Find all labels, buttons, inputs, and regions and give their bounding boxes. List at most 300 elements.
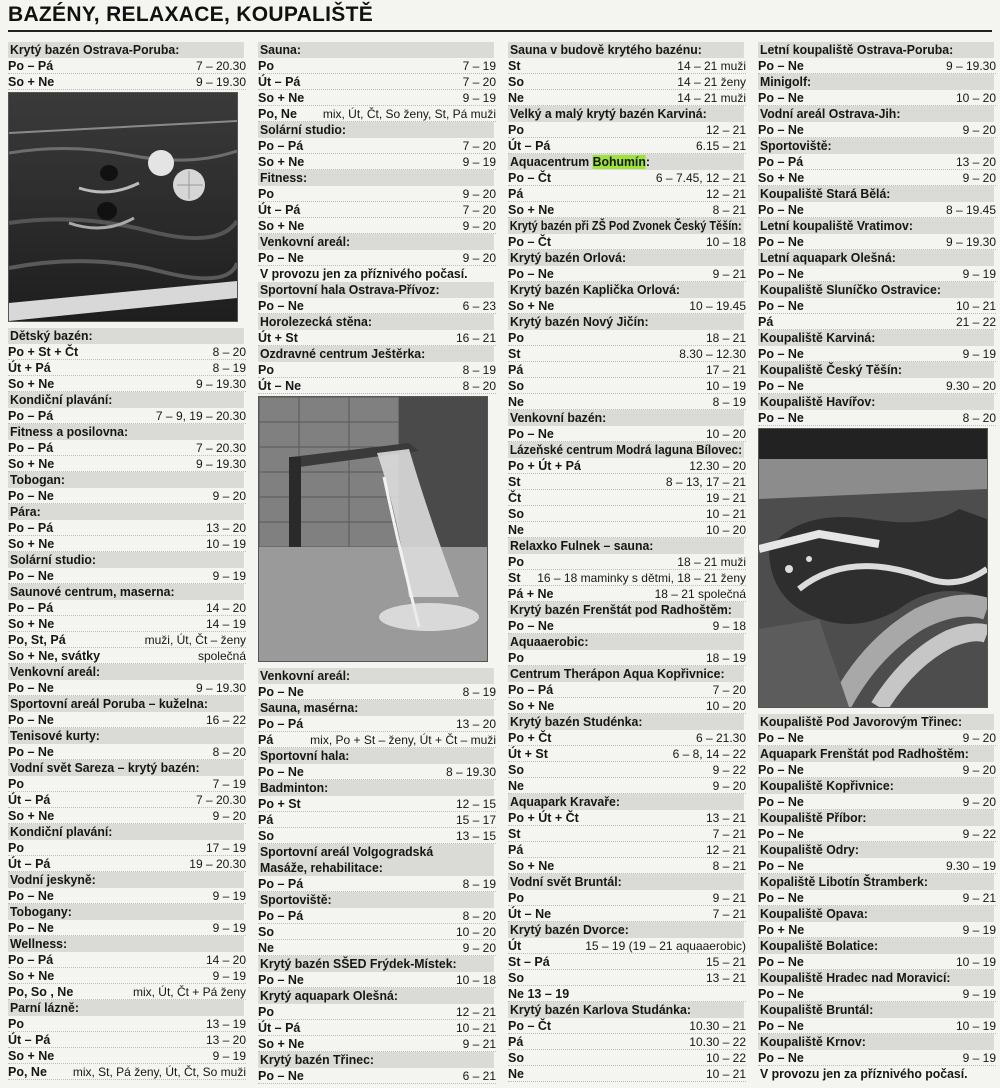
- schedule-days: Po – Ne: [758, 955, 804, 969]
- schedule-hours: 7 – 19: [212, 777, 246, 791]
- schedule-row: [8, 632, 246, 648]
- column-4: [758, 42, 996, 1088]
- venue-block: [508, 1002, 746, 1082]
- schedule-days: So + Ne: [508, 203, 555, 217]
- venue-name: Koupaliště Český Těšín:: [758, 362, 994, 378]
- venue-block: [758, 970, 996, 1002]
- schedule-row: [508, 378, 746, 394]
- schedule-hours: 13 – 15: [455, 829, 496, 843]
- schedule-row: [258, 1020, 496, 1036]
- schedule-days: Po + St: [258, 797, 301, 811]
- schedule-days: Ne 13 – 19: [508, 987, 570, 1001]
- schedule-days: Pá: [258, 733, 274, 747]
- schedule-hours: 13 – 20: [455, 717, 496, 731]
- venue-name: Centrum Therápon Aqua Kopřivnice:: [508, 666, 744, 682]
- schedule-row: [8, 600, 246, 616]
- schedule-row: [508, 858, 746, 874]
- schedule-row: [8, 776, 246, 792]
- schedule-hours: 14 – 20: [205, 953, 246, 967]
- schedule-row: [8, 856, 246, 872]
- venue-block: [258, 314, 496, 346]
- column-1: [8, 42, 246, 1088]
- schedule-days: Po: [8, 1017, 24, 1031]
- venue-name: Dětský bazén:: [8, 328, 244, 344]
- schedule-hours: 10.30 – 22: [689, 1035, 746, 1049]
- water-spout-photo: [258, 396, 488, 662]
- venue-name: Sportovní hala:: [258, 748, 494, 764]
- schedule-days: Po – Ne: [758, 267, 804, 281]
- schedule-row: [758, 346, 996, 362]
- schedule-row: [758, 90, 996, 106]
- venue-name: Letní aquapark Olešná:: [758, 250, 994, 266]
- schedule-days: Út – Pá: [508, 139, 551, 153]
- schedule-row: [508, 330, 746, 346]
- schedule-days: So + Ne: [258, 155, 305, 169]
- venue-block: [258, 170, 496, 234]
- schedule-row: [758, 1018, 996, 1034]
- schedule-hours: 9 – 21: [962, 891, 996, 905]
- schedule-hours: 9 – 19: [212, 969, 246, 983]
- schedule-days: Po – Pá: [258, 909, 304, 923]
- schedule-hours: 9 – 21: [462, 1037, 496, 1051]
- schedule-row: [508, 842, 746, 858]
- schedule-days: So + Ne: [508, 859, 555, 873]
- schedule-days: So + Ne: [8, 809, 55, 823]
- schedule-row: [508, 298, 746, 314]
- schedule-hours: 9 – 20: [962, 171, 996, 185]
- schedule-hours: 9 – 20: [212, 489, 246, 503]
- schedule-hours: 7 – 20.30: [195, 59, 246, 73]
- schedule-hours: 12 – 21: [455, 1005, 496, 1019]
- schedule-row: [258, 298, 496, 314]
- schedule-hours: 8 – 21: [712, 203, 746, 217]
- schedule-row: [508, 394, 746, 410]
- schedule-hours: 9.30 – 19: [945, 859, 996, 873]
- schedule-hours: 9 – 19: [962, 347, 996, 361]
- venue-block: [8, 760, 246, 824]
- schedule-days: Po – Ne: [758, 347, 804, 361]
- schedule-days: Po: [508, 891, 524, 905]
- schedule-days: Ne: [258, 941, 274, 955]
- schedule-hours: 8 – 19.30: [445, 765, 496, 779]
- page-header: [8, 2, 992, 32]
- venue-name: Badminton:: [258, 780, 494, 796]
- schedule-days: Po: [258, 59, 274, 73]
- venue-name: Krytý bazén Nový Jičín:: [508, 314, 744, 330]
- schedule-days: Ne: [508, 91, 524, 105]
- schedule-days: Po, Ne: [8, 1065, 47, 1079]
- schedule-row: [258, 154, 496, 170]
- venue-name: Koupaliště Hradec nad Moravicí:: [758, 970, 994, 986]
- schedule-hours: 13 – 19: [205, 1017, 246, 1031]
- schedule-hours: 18 – 19: [705, 651, 746, 665]
- schedule-hours: 10 – 20: [705, 427, 746, 441]
- schedule-days: Po – Ne: [758, 91, 804, 105]
- schedule-hours: 8.30 – 12.30: [679, 347, 746, 361]
- schedule-hours: 15 – 17: [455, 813, 496, 827]
- venue-block: [508, 42, 746, 106]
- schedule-row: [508, 746, 746, 762]
- schedule-days: Po: [8, 841, 24, 855]
- schedule-row: [508, 490, 746, 506]
- schedule-row: [508, 954, 746, 970]
- schedule-row: [508, 778, 746, 794]
- venue-block: [508, 922, 746, 1002]
- schedule-days: Ne: [508, 523, 524, 537]
- schedule-hours: 15 – 19 (19 – 21 aquaaerobic): [585, 939, 746, 953]
- schedule-row: [508, 458, 746, 474]
- schedule-days: Út – Pá: [8, 857, 51, 871]
- schedule-hours: 14 – 21 muži: [677, 91, 746, 105]
- venue-name: Krytý bazén Karlova Studánka:: [508, 1002, 744, 1018]
- venue-block: [258, 700, 496, 748]
- venue-name: Krytý bazén Třinec:: [258, 1052, 494, 1068]
- schedule-hours: 9 – 21: [712, 267, 746, 281]
- venue-name: Sauna v budově krytého bazénu:: [508, 42, 744, 58]
- schedule-row: [758, 794, 996, 810]
- schedule-row: [258, 876, 496, 892]
- schedule-days: Po: [258, 187, 274, 201]
- schedule-hours: 9 – 19.30: [195, 75, 246, 89]
- schedule-row: [508, 698, 746, 714]
- schedule-days: Po – Ne: [758, 891, 804, 905]
- schedule-hours: 14 – 19: [205, 617, 246, 631]
- schedule-row: [508, 346, 746, 362]
- venue-name: Saunové centrum, maserna:: [8, 584, 244, 600]
- schedule-row: [258, 218, 496, 234]
- schedule-hours: 9 – 19.30: [195, 377, 246, 391]
- schedule-days: So: [258, 829, 274, 843]
- schedule-days: So: [508, 763, 524, 777]
- schedule-days: Út – Pá: [8, 1033, 51, 1047]
- venue-block: [258, 234, 496, 282]
- schedule-hours: 6 – 8, 14 – 22: [672, 747, 746, 761]
- venue-block: [258, 1052, 496, 1084]
- schedule-row: [8, 74, 246, 90]
- venue-name: Sauna:: [258, 42, 494, 58]
- schedule-row: [758, 986, 996, 1002]
- schedule-row: [258, 74, 496, 90]
- schedule-row: [258, 732, 496, 748]
- schedule-hours: 9 – 19: [212, 569, 246, 583]
- schedule-hours: 7 – 19: [462, 59, 496, 73]
- schedule-days: Po – Pá: [258, 877, 304, 891]
- schedule-hours: 9 – 19: [212, 1049, 246, 1063]
- schedule-hours: 19 – 21: [705, 491, 746, 505]
- schedule-row: [8, 984, 246, 1000]
- schedule-hours: 10 – 20: [705, 523, 746, 537]
- schedule-hours: 12 – 15: [455, 797, 496, 811]
- schedule-hours: 16 – 22: [205, 713, 246, 727]
- marker-highlight: Bohumín: [592, 155, 646, 169]
- schedule-hours: 9 – 20: [462, 219, 496, 233]
- schedule-row: [258, 940, 496, 956]
- schedule-days: Po: [8, 777, 24, 791]
- schedule-hours: 10.30 – 21: [689, 1019, 746, 1033]
- schedule-row: [258, 684, 496, 700]
- schedule-days: Po + St + Čt: [8, 345, 79, 359]
- schedule-days: Út + St: [258, 331, 298, 345]
- schedule-row: [8, 648, 246, 664]
- schedule-row: [508, 682, 746, 698]
- venue-name: Koupaliště Havířov:: [758, 394, 994, 410]
- venue-block: [508, 634, 746, 666]
- venue-name: Pára:: [8, 504, 244, 520]
- schedule-days: Po – Ne: [758, 795, 804, 809]
- schedule-row: [8, 920, 246, 936]
- schedule-row: [508, 938, 746, 954]
- venue-block: [508, 314, 746, 410]
- schedule-days: Pá: [258, 813, 274, 827]
- schedule-row: [8, 376, 246, 392]
- venue-name: Sportovní areál Volgogradská: [258, 844, 494, 860]
- venue-block: [258, 780, 496, 844]
- schedule-days: So + Ne: [758, 171, 805, 185]
- schedule-row: [8, 952, 246, 968]
- schedule-days: Po – Ne: [758, 123, 804, 137]
- schedule-row: [258, 58, 496, 74]
- schedule-hours: 13 – 20: [205, 1033, 246, 1047]
- schedule-row: [508, 586, 746, 602]
- venue-name: Tobogany:: [8, 904, 244, 920]
- schedule-days: Po – Pá: [8, 953, 54, 967]
- schedule-days: Po – Pá: [8, 409, 54, 423]
- venue-name: Krytý bazén Frenštát pod Radhoštěm:: [508, 602, 744, 618]
- schedule-hours: 9 – 20: [962, 763, 996, 777]
- schedule-row: [258, 716, 496, 732]
- schedule-row: [258, 378, 496, 394]
- schedule-days: Út + St: [508, 747, 548, 761]
- schedule-row: [508, 1018, 746, 1034]
- schedule-hours: 7 – 21: [712, 907, 746, 921]
- venue-name: Koupaliště Pod Javorovým Třinec:: [758, 714, 994, 730]
- schedule-row: [758, 234, 996, 250]
- venue-block: [8, 392, 246, 424]
- schedule-days: Čt: [508, 491, 522, 505]
- schedule-hours: mix, Út, Čt + Pá ženy: [132, 985, 246, 999]
- schedule-row: [758, 298, 996, 314]
- schedule-days: Po – Pá: [258, 139, 304, 153]
- page-title: BAZÉNY, RELAXACE, KOUPALIŠTĚ: [8, 3, 374, 26]
- venue-block: [258, 956, 496, 988]
- venue-name: Vodní jeskyně:: [8, 872, 244, 888]
- venue-block: [508, 602, 746, 634]
- venue-block: [508, 666, 746, 714]
- venue-name: Ozdravné centrum Ještěrka:: [258, 346, 494, 362]
- venue-block: [758, 74, 996, 106]
- schedule-row: [258, 924, 496, 940]
- schedule-hours: 13 – 21: [705, 811, 746, 825]
- schedule-row: [508, 266, 746, 282]
- schedule-hours: 10 – 22: [705, 1051, 746, 1065]
- schedule-hours: 10 – 19: [705, 379, 746, 393]
- venue-name: Aquapark Frenštát pod Radhoštěm:: [758, 746, 994, 762]
- schedule-row: [8, 58, 246, 74]
- schedule-hours: 14 – 21 muži: [677, 59, 746, 73]
- schedule-row: [508, 730, 746, 746]
- weather-note: V provozu jen za příznivého počasí.: [260, 267, 468, 281]
- schedule-row: [758, 762, 996, 778]
- schedule-days: Út – Ne: [258, 379, 302, 393]
- venue-name: Koupaliště Krnov:: [758, 1034, 994, 1050]
- schedule-row: [758, 122, 996, 138]
- schedule-row: [508, 986, 746, 1002]
- schedule-days: Po – Čt: [508, 171, 552, 185]
- schedule-hours: 13 – 21: [705, 971, 746, 985]
- schedule-row: [758, 314, 996, 330]
- schedule-days: Po – Ne: [8, 569, 54, 583]
- schedule-row: [8, 616, 246, 632]
- schedule-hours: 9 – 19: [462, 91, 496, 105]
- schedule-row: [508, 138, 746, 154]
- schedule-row: [508, 234, 746, 250]
- schedule-days: Po – Ne: [8, 681, 54, 695]
- schedule-hours: 14 – 20: [205, 601, 246, 615]
- schedule-days: Pá + Ne: [508, 587, 554, 601]
- schedule-hours: 9 – 19.30: [945, 235, 996, 249]
- schedule-hours: 9 – 22: [962, 827, 996, 841]
- schedule-days: So + Ne: [508, 299, 555, 313]
- schedule-days: So + Ne: [8, 1049, 55, 1063]
- schedule-hours: 9 – 21: [712, 891, 746, 905]
- schedule-days: Po – Pá: [8, 521, 54, 535]
- schedule-days: Po – Ne: [758, 299, 804, 313]
- schedule-hours: 8 – 20: [212, 345, 246, 359]
- schedule-days: So: [508, 507, 524, 521]
- swimmers-in-pool-photo: [8, 92, 238, 322]
- venue-name: Letní koupaliště Vratimov:: [758, 218, 994, 234]
- schedule-hours: 10 – 21: [705, 507, 746, 521]
- venue-block: [8, 424, 246, 472]
- schedule-days: Po – Ne: [258, 299, 304, 313]
- venue-name: Krytý bazén při ZŠ Pod Zvonek Český Těšín:: [508, 218, 744, 234]
- schedule-days: Po: [508, 331, 524, 345]
- schedule-hours: 9 – 20: [462, 251, 496, 265]
- schedule-hours: 9 – 20: [962, 731, 996, 745]
- schedule-hours: 9 – 20: [712, 779, 746, 793]
- venue-block: [8, 696, 246, 728]
- schedule-days: So: [258, 925, 274, 939]
- schedule-hours: 8 – 19: [462, 685, 496, 699]
- schedule-row: [758, 858, 996, 874]
- schedule-hours: 7 – 9, 19 – 20.30: [155, 409, 246, 423]
- schedule-days: So + Ne: [258, 1037, 305, 1051]
- schedule-row: [758, 266, 996, 282]
- schedule-days: Po + Út + Čt: [508, 811, 579, 825]
- venue-block: [258, 122, 496, 170]
- venue-block: [758, 138, 996, 186]
- schedule-hours: 6 – 21: [462, 1069, 496, 1083]
- venue-name: Lázeňské centrum Modrá laguna Bílovec:: [509, 443, 743, 457]
- venue-block: [758, 906, 996, 938]
- venue-name: Krytý bazén Orlová:: [508, 250, 744, 266]
- schedule-row: [758, 730, 996, 746]
- schedule-row: [508, 810, 746, 826]
- schedule-hours: 9.30 – 20: [945, 379, 996, 393]
- schedule-days: St: [508, 347, 521, 361]
- schedule-hours: 6 – 7.45, 12 – 21: [655, 171, 746, 185]
- schedule-row: [8, 808, 246, 824]
- schedule-days: Po – Čt: [508, 235, 552, 249]
- schedule-row: [8, 680, 246, 696]
- schedule-hours: 10 – 20: [955, 91, 996, 105]
- venue-name: Venkovní areál:: [8, 664, 244, 680]
- schedule-days: Út – Pá: [8, 793, 51, 807]
- schedule-hours: 7 – 20.30: [195, 441, 246, 455]
- schedule-hours: 21 – 22: [955, 315, 996, 329]
- schedule-row: [8, 712, 246, 728]
- venue-block: [258, 42, 496, 122]
- schedule-row: [758, 202, 996, 218]
- venue-block: [758, 282, 996, 330]
- venue-name: Venkovní areál:: [258, 668, 494, 684]
- schedule-row: [8, 744, 246, 760]
- schedule-hours: 16 – 21: [455, 331, 496, 345]
- schedule-hours: 7 – 20.30: [195, 793, 246, 807]
- venue-block: [508, 250, 746, 282]
- schedule-row: [508, 970, 746, 986]
- schedule-days: Po – Ne: [508, 267, 554, 281]
- venue-block: [758, 874, 996, 906]
- schedule-days: Po – Ne: [258, 765, 304, 779]
- venue-block: [258, 892, 496, 956]
- schedule-hours: 10 – 19: [955, 1019, 996, 1033]
- schedule-hours: 7 – 21: [712, 827, 746, 841]
- schedule-hours: 10 – 19.45: [689, 299, 746, 313]
- schedule-hours: 9 – 20: [212, 809, 246, 823]
- venue-name: Koupaliště Opava:: [758, 906, 994, 922]
- venue-name: Koupaliště Sluníčko Ostravice:: [758, 282, 994, 298]
- schedule-row: [508, 618, 746, 634]
- schedule-row: [258, 812, 496, 828]
- schedule-days: So + Ne: [8, 969, 55, 983]
- schedule-row: [258, 250, 496, 266]
- schedule-days: Po – Pá: [258, 717, 304, 731]
- schedule-days: Po – Pá: [8, 601, 54, 615]
- schedule-days: Pá: [758, 315, 774, 329]
- schedule-row: [8, 536, 246, 552]
- schedule-row: [758, 922, 996, 938]
- venue-block: [8, 504, 246, 552]
- schedule-row: [758, 154, 996, 170]
- schedule-row: [258, 972, 496, 988]
- schedule-row: [8, 888, 246, 904]
- schedule-hours: 6 – 21.30: [695, 731, 746, 745]
- schedule-hours: 10 – 20: [455, 925, 496, 939]
- schedule-hours: 9 – 19.30: [195, 457, 246, 471]
- schedule-days: St: [508, 571, 521, 585]
- schedule-days: Po – Ne: [508, 619, 554, 633]
- schedule-hours: 8 – 21: [712, 859, 746, 873]
- venue-block: [508, 282, 746, 314]
- schedule-hours: 9 – 20: [962, 123, 996, 137]
- venue-block: [8, 552, 246, 584]
- schedule-hours: 10 – 18: [455, 973, 496, 987]
- schedule-days: So + Ne: [8, 537, 55, 551]
- schedule-days: Po, So , Ne: [8, 985, 74, 999]
- schedule-days: Po – Pá: [8, 441, 54, 455]
- schedule-row: [8, 488, 246, 504]
- schedule-days: Pá: [508, 1035, 524, 1049]
- schedule-days: So + Ne: [508, 699, 555, 713]
- venue-name: Koupaliště Příbor:: [758, 810, 994, 826]
- schedule-days: Út – Ne: [508, 907, 552, 921]
- schedule-hours: 8 – 20: [212, 745, 246, 759]
- schedule-row: [508, 90, 746, 106]
- schedule-hours: 8 – 19: [462, 877, 496, 891]
- venue-block: [8, 584, 246, 664]
- schedule-days: Po – Ne: [758, 827, 804, 841]
